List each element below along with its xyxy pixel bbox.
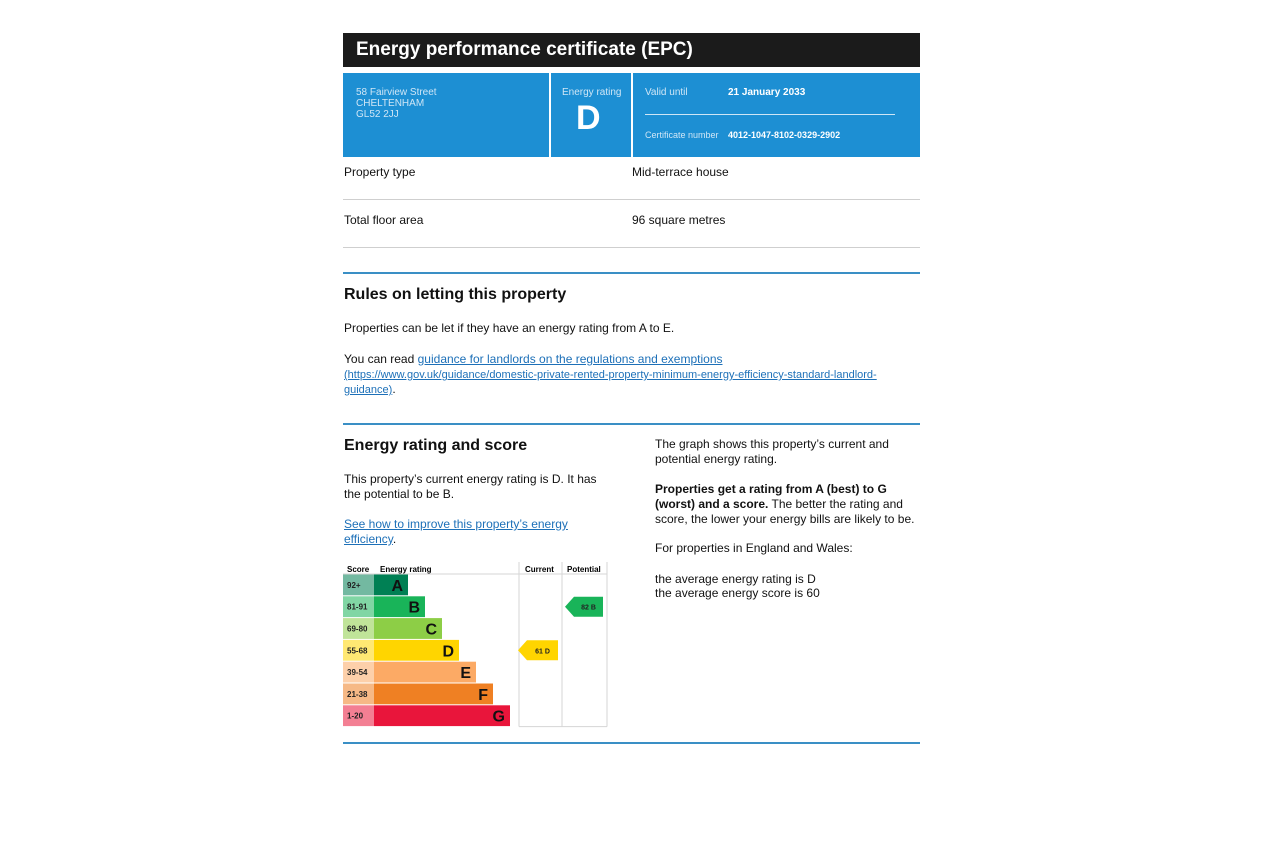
- letting-heading: Rules on letting this property: [344, 286, 567, 303]
- divider: [631, 73, 633, 157]
- average-score: the average energy score is 60: [655, 586, 820, 600]
- score-range-label: 55-68: [347, 646, 368, 656]
- divider: [549, 73, 551, 157]
- page-title: Energy performance certificate (EPC): [343, 33, 920, 67]
- graph-description: The graph shows this property’s current and potential energy rating.: [655, 437, 889, 466]
- rating-bar-letter: C: [425, 621, 437, 639]
- valid-until-value: 21 January 2033: [728, 87, 806, 98]
- property-type-row: [343, 153, 920, 200]
- energy-rating-chart: [343, 562, 609, 728]
- certificate-summary: [343, 73, 920, 157]
- certificate-number-label: Certificate number: [645, 130, 719, 140]
- address-line: 58 Fairview Street: [356, 87, 437, 98]
- score-header: Score: [347, 565, 370, 574]
- average-rating: the average energy rating is D: [655, 572, 816, 586]
- section-divider: [343, 423, 920, 425]
- letting-guidance: [344, 352, 904, 397]
- property-type-label: Property type: [344, 165, 416, 179]
- rating-explanation-rest: The better the rating and score, the lower your energy bills are likely to be.: [655, 497, 915, 526]
- rating-bar-letter: B: [408, 599, 420, 617]
- rating-bar-letter: A: [391, 577, 403, 595]
- energy-rating-label: Energy rating: [562, 87, 622, 98]
- guidance-url-link-end[interactable]: guidance): [344, 384, 393, 396]
- region-note: For properties in England and Wales:: [655, 541, 853, 555]
- score-range-label: 39-54: [347, 668, 368, 678]
- rating-bar-letter: F: [478, 686, 488, 704]
- energy-rating-letter: D: [576, 99, 601, 137]
- floor-area-row: [343, 201, 920, 248]
- floor-area-label: Total floor area: [344, 213, 424, 227]
- property-type-value: Mid-terrace house: [632, 165, 729, 179]
- rating-bar-f: [374, 684, 493, 705]
- improve-paragraph: [344, 517, 594, 547]
- rating-explanation-bold: Properties get a rating from A (best) to G (worst) and a score.: [655, 482, 887, 511]
- valid-until-label: Valid until: [645, 87, 688, 98]
- guidance-url-link[interactable]: (https://www.gov.uk/guidance/domestic-private-rented-property-minimum-energy-efficiency-standard-landlord-: [344, 369, 877, 381]
- potential-rating-label: 82 B: [581, 604, 596, 612]
- rating-bar-letter: D: [442, 643, 454, 661]
- current-header: Current: [525, 565, 554, 574]
- score-range-label: 81-91: [347, 602, 368, 612]
- score-range-label: 69-80: [347, 624, 368, 634]
- guidance-suffix: .: [392, 382, 396, 396]
- certificate-number-value: 4012-1047-8102-0329-2902: [728, 130, 841, 140]
- rating-bar-g: [374, 705, 510, 726]
- potential-header: Potential: [567, 565, 601, 574]
- rating-heading: Energy rating and score: [344, 437, 528, 454]
- floor-area-value: 96 square metres: [632, 213, 726, 227]
- rating-explanation: [655, 482, 920, 527]
- rating-paragraph: This property’s current energy rating is D. It has the potential to be B.: [344, 472, 597, 501]
- guidance-link[interactable]: guidance for landlords on the regulations and exemptions: [417, 352, 723, 366]
- current-rating-label: 61 D: [535, 648, 550, 656]
- address-line: CHELTENHAM: [356, 98, 425, 109]
- letting-paragraph: Properties can be let if they have an energy rating from A to E.: [344, 321, 675, 335]
- rating-bar-letter: G: [492, 708, 505, 726]
- divider: [645, 114, 895, 115]
- improve-efficiency-link[interactable]: See how to improve this property’s energy efficiency: [344, 517, 568, 546]
- score-range-label: 1-20: [347, 711, 364, 721]
- property-address: [356, 87, 437, 120]
- guidance-prefix: You can read: [344, 352, 418, 366]
- score-range-label: 21-38: [347, 689, 368, 699]
- section-divider: [343, 272, 920, 274]
- rating-bar-letter: E: [460, 665, 471, 683]
- section-divider: [343, 742, 920, 744]
- score-range-label: 92+: [347, 580, 361, 590]
- address-line: GL52 2JJ: [356, 109, 399, 120]
- improve-suffix: .: [392, 532, 397, 546]
- rating-header: Energy rating: [380, 565, 432, 574]
